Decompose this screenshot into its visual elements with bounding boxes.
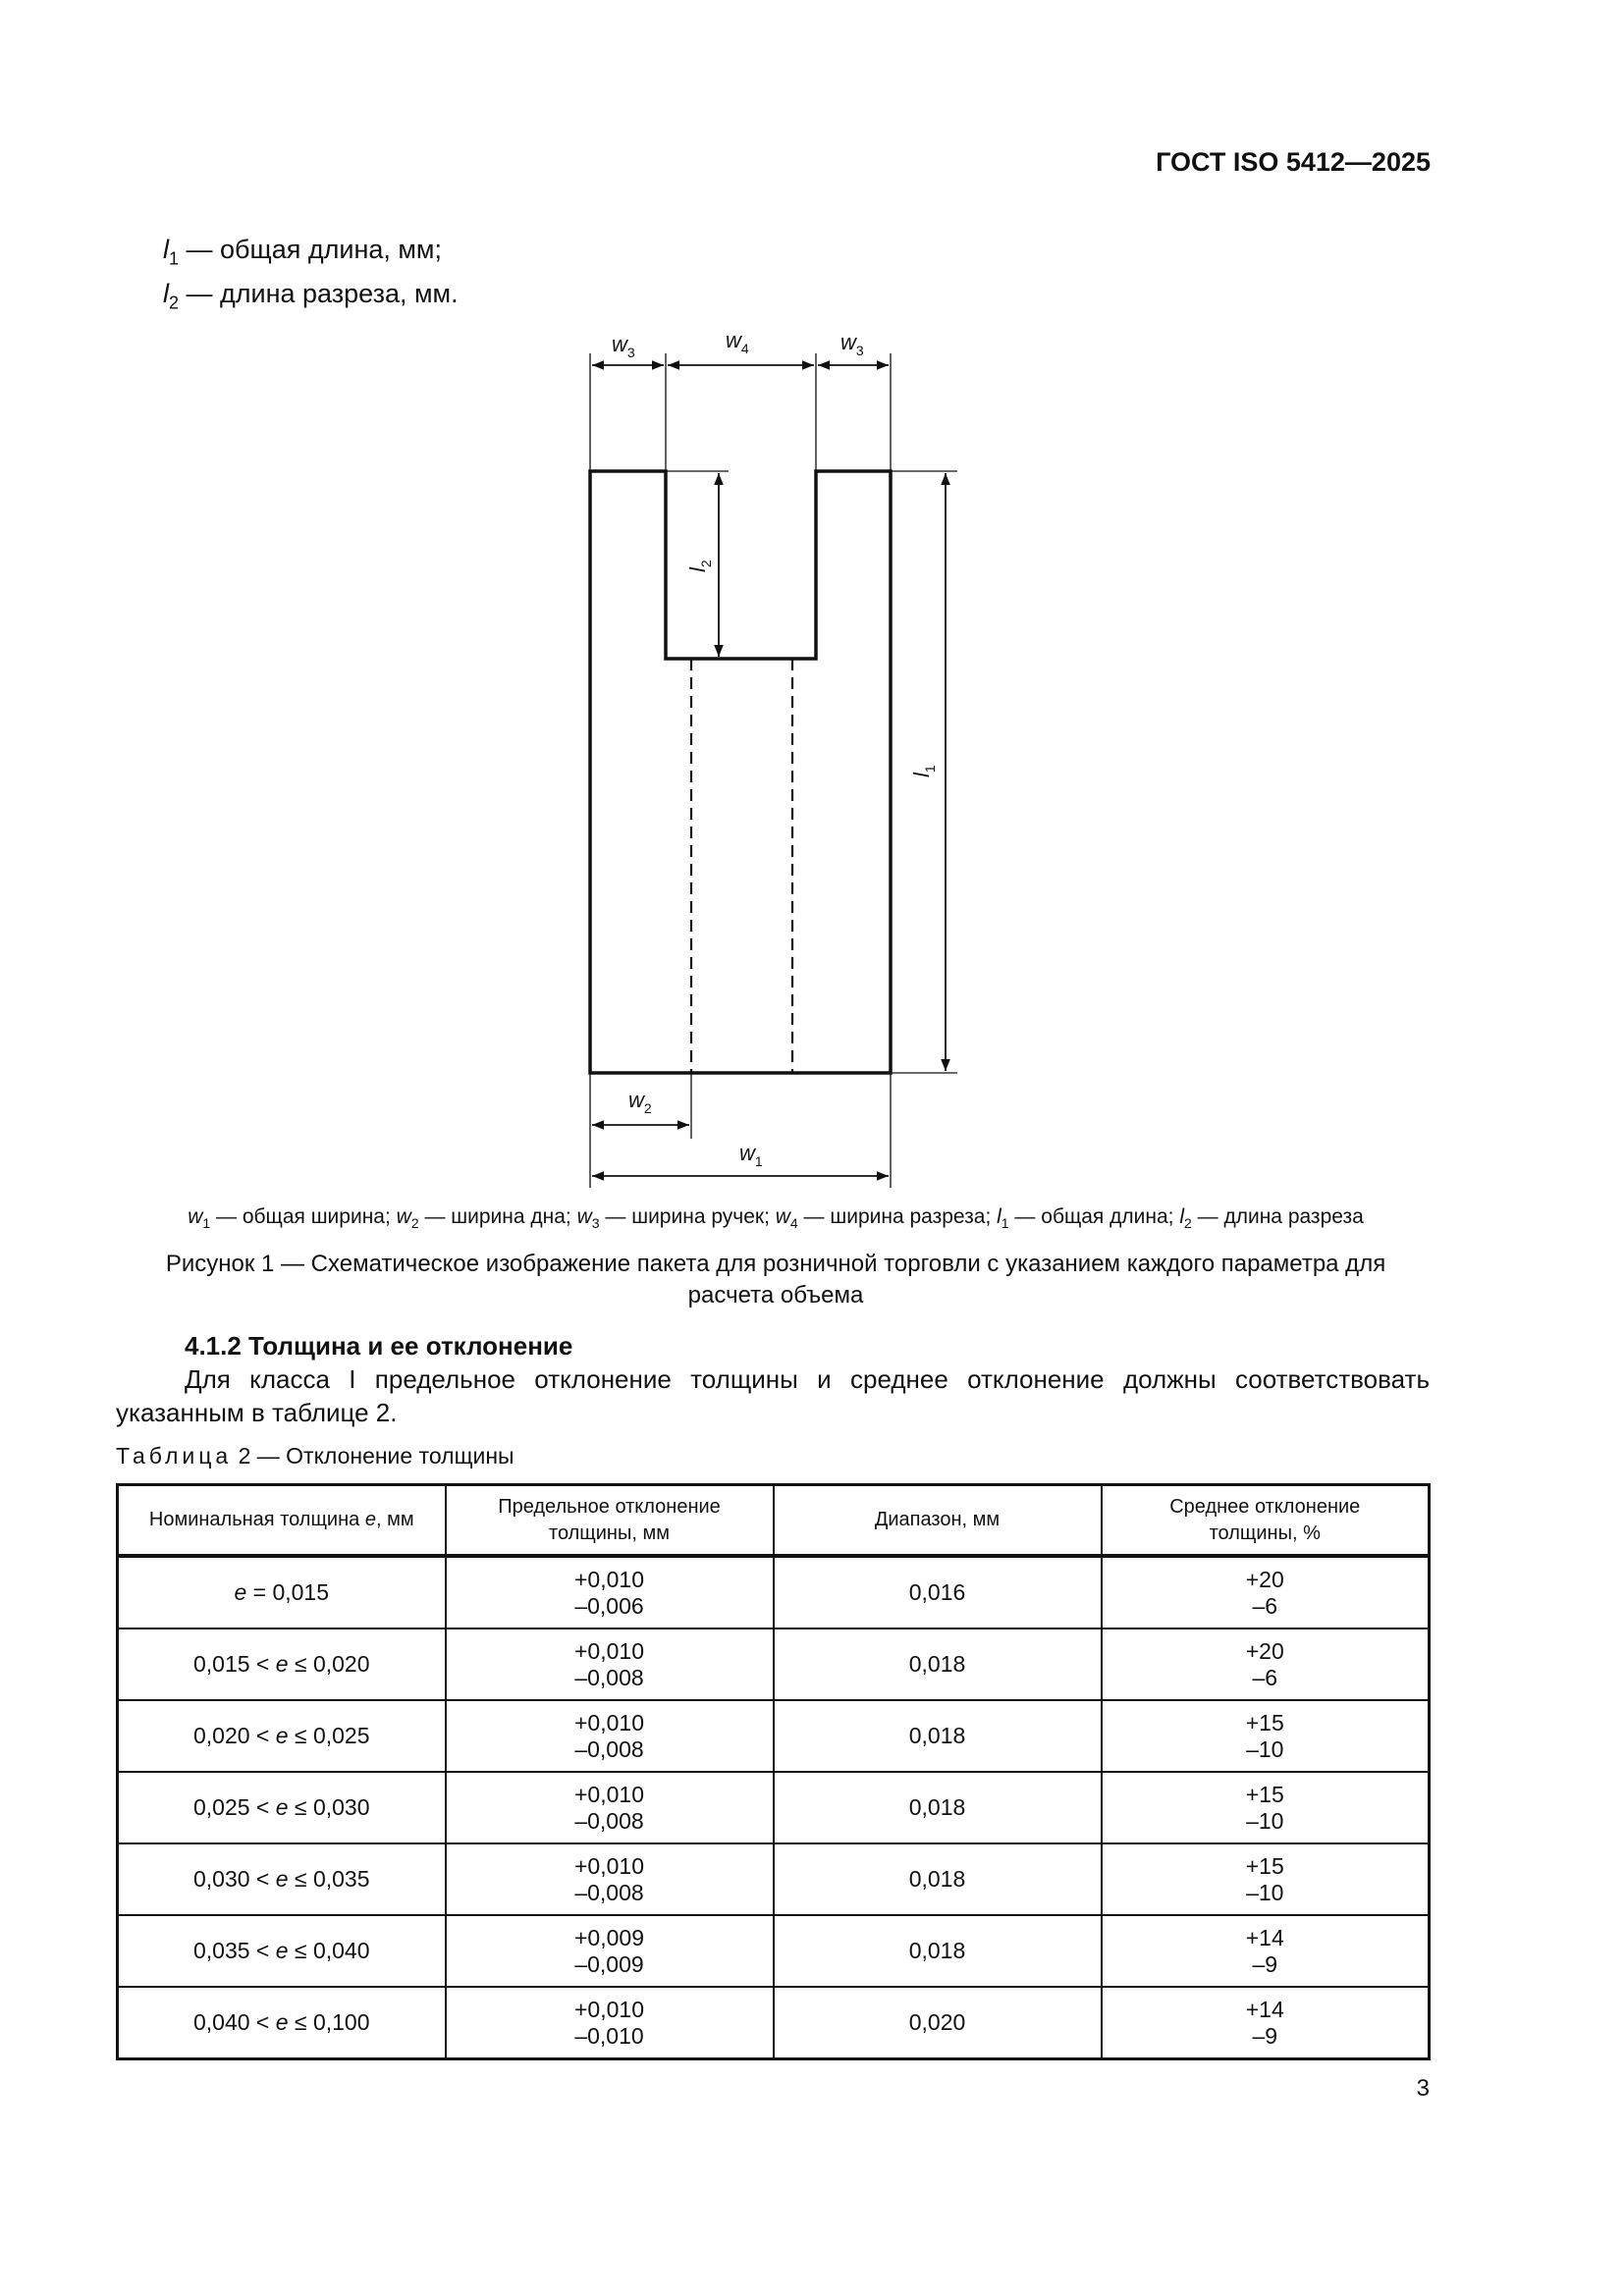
cell-nominal: 0,020 < e ≤ 0,025 [118, 1700, 446, 1772]
cell-range: 0,016 [774, 1556, 1102, 1629]
table-row [118, 1556, 1430, 1629]
bag-outline [590, 471, 891, 1073]
section-heading: 4.1.2 Толщина и ее отклонение [185, 1331, 573, 1361]
col-header-range: Диапазон, мм [774, 1485, 1102, 1557]
col-header-average-deviation: Среднее отклонение толщины, % [1102, 1485, 1430, 1557]
thickness-deviation-table [116, 1483, 1431, 2060]
cell-average-deviation: +20 –6 [1102, 1629, 1430, 1700]
label-w1: $w_1$ [739, 1141, 763, 1169]
table-row [118, 1772, 1430, 1843]
figure-caption: Рисунок 1 — Схематическое изображение пакета для розничной торговли с указанием каждого параметра для расчета объема [165, 1251, 1386, 1308]
label-w4: $w_4$ [726, 328, 749, 356]
cell-limit-deviation: +0,010 –0,008 [446, 1772, 774, 1843]
cell-range: 0,018 [774, 1700, 1102, 1772]
figure-legend [137, 1205, 1414, 1231]
legend-w4: $w_4$ — ширина разреза; [775, 1205, 998, 1232]
cell-range: 0,018 [774, 1843, 1102, 1915]
legend-l1: $l_1$ — общая длина; [997, 1205, 1180, 1232]
cell-limit-deviation: +0,010 –0,008 [446, 1843, 774, 1915]
cell-average-deviation: +15 –10 [1102, 1843, 1430, 1915]
cell-average-deviation: +14 –9 [1102, 1915, 1430, 1987]
definition-l2: $l_2$ — длина разреза, мм. [163, 279, 459, 313]
legend-w1: $w_1$ — общая ширина; [188, 1205, 397, 1232]
table-header-row [118, 1485, 1430, 1557]
cell-nominal: e = 0,015 [118, 1556, 446, 1629]
label-w2: $w_2$ [628, 1088, 652, 1116]
legend-w3: $w_3$ — ширина ручек; [576, 1205, 776, 1232]
bag-schematic-figure [550, 324, 992, 1207]
table-row [118, 1700, 1430, 1772]
document-header: ГОСТ ISO 5412—2025 [1156, 147, 1431, 177]
table-row [118, 1843, 1430, 1915]
legend-l2: $l_2$ — длина разреза [1179, 1205, 1364, 1232]
cell-limit-deviation: +0,010 –0,008 [446, 1700, 774, 1772]
table-row [118, 1629, 1430, 1700]
page-number: 3 [1416, 2075, 1430, 2102]
cell-range: 0,018 [774, 1772, 1102, 1843]
cell-range: 0,020 [774, 1987, 1102, 2059]
label-w3-right: $w_3$ [840, 330, 864, 358]
legend-w2: $w_2$ — ширина дна; [396, 1205, 577, 1232]
cell-limit-deviation: +0,009 –0,009 [446, 1915, 774, 1987]
definitions-list [163, 232, 459, 321]
col-header-nominal: Номинальная толщина e, мм [118, 1485, 446, 1557]
cell-average-deviation: +20 –6 [1102, 1556, 1430, 1629]
cell-average-deviation: +14 –9 [1102, 1987, 1430, 2059]
table-row [118, 1915, 1430, 1987]
cell-limit-deviation: +0,010 –0,008 [446, 1629, 774, 1700]
cell-range: 0,018 [774, 1915, 1102, 1987]
cell-nominal: 0,030 < e ≤ 0,035 [118, 1843, 446, 1915]
col-header-limit-deviation: Предельное отклонение толщины, мм [446, 1485, 774, 1557]
cell-range: 0,018 [774, 1629, 1102, 1700]
table-caption: Таблица 2 — Отклонение толщины [116, 1443, 514, 1468]
cell-limit-deviation: +0,010 –0,006 [446, 1556, 774, 1629]
label-l2: $l_2$ [685, 560, 714, 572]
cell-average-deviation: +15 –10 [1102, 1772, 1430, 1843]
label-w3-left: $w_3$ [612, 332, 635, 360]
table-row [118, 1987, 1430, 2059]
cell-limit-deviation: +0,010 –0,010 [446, 1987, 774, 2059]
cell-nominal: 0,040 < e ≤ 0,100 [118, 1987, 446, 2059]
definition-l1: $l_1$ — общая длина, мм; [163, 235, 442, 269]
section-paragraph: Для класса I предельное отклонение толщины и среднее отклонение должны соответствовать указанным в таблице 2. [116, 1364, 1430, 1427]
label-l1: $l_1$ [909, 765, 938, 777]
cell-nominal: 0,035 < e ≤ 0,040 [118, 1915, 446, 1987]
cell-nominal: 0,015 < e ≤ 0,020 [118, 1629, 446, 1700]
cell-average-deviation: +15 –10 [1102, 1700, 1430, 1772]
cell-nominal: 0,025 < e ≤ 0,030 [118, 1772, 446, 1843]
